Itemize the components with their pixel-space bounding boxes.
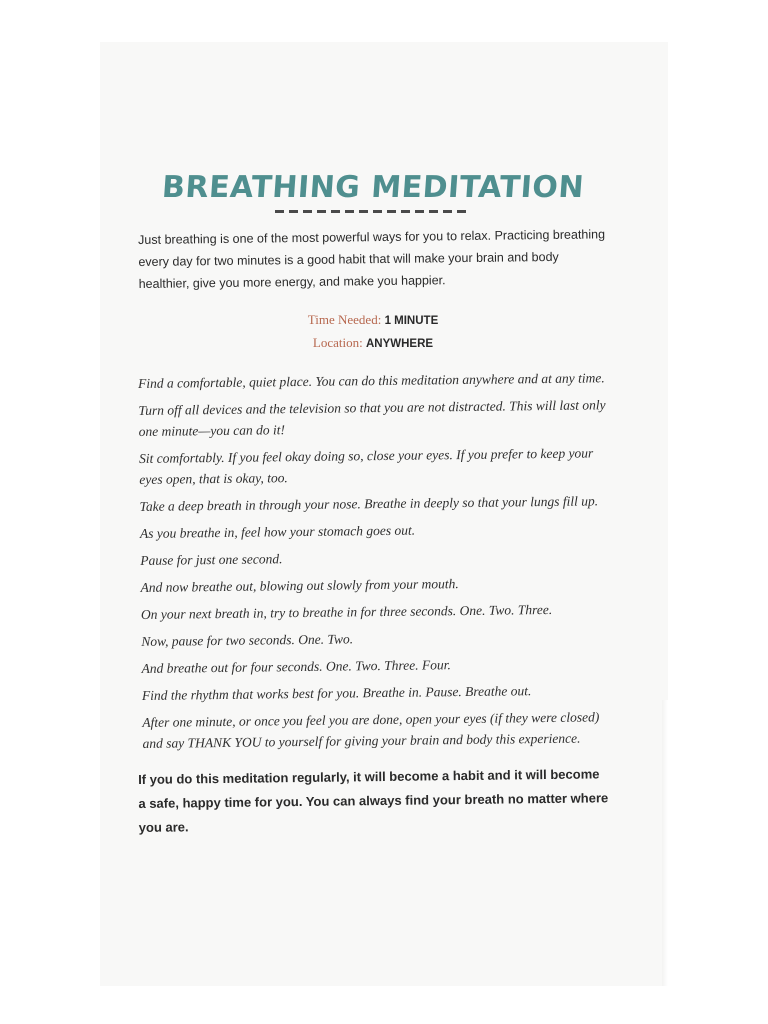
- instruction-step: Turn off all devices and the television so that you are not distracted. This will last only one minute—you can do it!: [138, 397, 606, 439]
- instruction-step: Sit comfortably. If you feel okay doing so, close your eyes. If you prefer to keep your eyes open, that is okay, too.: [138, 445, 594, 487]
- instruction-step: Find a comfortable, quiet place. You can do this meditation anywhere and at any time.: [138, 370, 605, 391]
- time-needed-value: 1 MINUTE: [384, 315, 439, 327]
- instruction-step: On your next breath in, try to breathe in for three seconds. One. Two. Three.: [140, 601, 553, 622]
- meditation-meta: [138, 309, 608, 355]
- page-content: [138, 170, 608, 853]
- instruction-step: Pause for just one second.: [140, 551, 283, 568]
- instruction-step: Take a deep breath in through your nose. Breathe in deeply so that your lungs fill up.: [139, 493, 599, 514]
- page-title: BREATHING MEDITATION: [160, 170, 586, 205]
- intro-paragraph: Just breathing is one of the most powerful ways for you to relax. Practicing breathing every day for two minutes is a good habit that will make your brain and body healthier, give you more energy, and make you happier.: [138, 227, 606, 291]
- time-needed-line: [138, 309, 608, 332]
- page-edge-shadow: [662, 700, 668, 986]
- instruction-step: And breathe out for four seconds. One. Two. Three. Four.: [141, 657, 451, 676]
- instruction-step: Now, pause for two seconds. One. Two.: [141, 631, 354, 649]
- location-label: Location:: [312, 335, 363, 350]
- instruction-step: And now breathe out, blowing out slowly from your mouth.: [140, 576, 459, 595]
- instruction-steps: [138, 367, 613, 754]
- instruction-step: After one minute, or once you feel you are done, open your eyes (if they were closed) and say THANK YOU to yourself for giving your brain and body this experience.: [142, 709, 600, 751]
- location-value: ANYWHERE: [365, 338, 434, 350]
- time-needed-label: Time Needed:: [307, 312, 382, 327]
- title-dashed-rule: [275, 210, 471, 213]
- instruction-step: As you breathe in, feel how your stomach goes out.: [139, 522, 416, 541]
- instruction-step: Find the rhythm that works best for you. Breathe in. Pause. Breathe out.: [141, 683, 532, 703]
- closing-paragraph: If you do this meditation regularly, it will become a habit and it will become a safe, happy time for you. You can always find your breath no matter where you are.: [138, 766, 609, 835]
- location-line: [138, 332, 608, 355]
